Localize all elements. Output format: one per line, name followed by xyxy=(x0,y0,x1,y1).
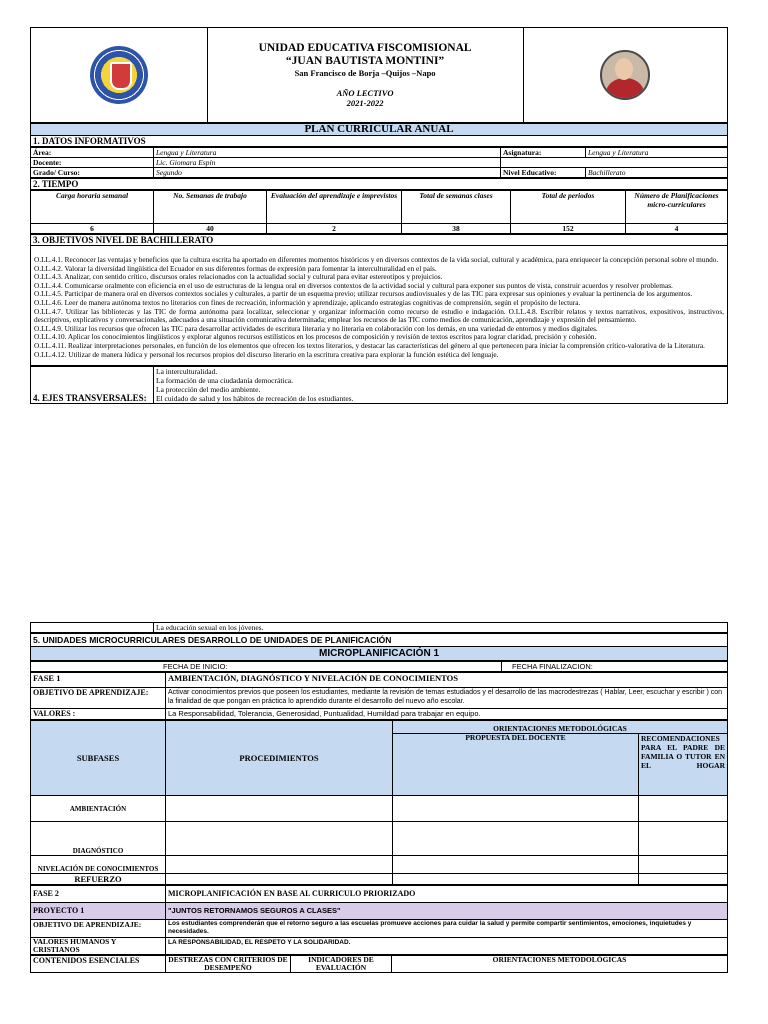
objetivos-list xyxy=(31,246,728,366)
plan-title: PLAN CURRICULAR ANUAL xyxy=(31,124,728,136)
school-title-cell xyxy=(207,28,523,123)
tiempo-header-0: Carga horaria semanal xyxy=(31,191,154,224)
objetivo-value: Activar conocimientos previos que poseen los estudiantes, mediante la revisión de temas estudiados y el desarrollo de las macrodestrezas ( Hablar, Leer, escuchar y escribir ) con la finalidad de que pongan en práctica lo aprendido durante el desarrollo del nuevo año escolar. xyxy=(166,688,728,709)
proyecto-label: PROYECTO 1 xyxy=(31,903,166,920)
founder-portrait-icon xyxy=(600,50,650,100)
recomendaciones-header: RECOMENDACIONES PARA EL PADRE DE FAMILIA O TUTOR EN EL HOGAR xyxy=(639,734,728,796)
subfases-table xyxy=(30,720,728,885)
contenidos-table xyxy=(30,955,728,973)
objetivo-item: O.LL.4.4. Comunicarse oralmente con eficiencia en el uso de estructuras de la lengua oral en diversos contextos de la actividad social y cultural para exponer sus puntos de vista, construir acuerdos y resolver problemas. xyxy=(34,280,673,290)
objetivo-item: O.LL.4.11. Realizar interpretaciones personales, en función de los elementos que ofrecen los textos literarios, y destacar las características del género al que pertenecen para iniciar la comprensión crítico-valorativa de la Literatura. xyxy=(34,340,705,350)
objetivos-section-title: 3. OBJETIVOS NIVEL DE BACHILLERATO xyxy=(31,235,728,246)
orientaciones-header: ORIENTACIONES METODOLÓGICAS xyxy=(393,721,728,734)
objetivos-table xyxy=(30,234,728,366)
fase1-table xyxy=(30,672,728,720)
unidades-section-title: 5. UNIDADES MICROCURRICULARES DESARROLLO DE UNIDADES DE PLANIFICACIÓN xyxy=(31,634,728,647)
plan-title-table xyxy=(30,123,728,147)
school-location: San Francisco de Borja –Quijos –Napo xyxy=(294,68,436,78)
asignatura-value: Lengua y Literatura xyxy=(586,148,728,158)
fase2-table xyxy=(30,885,728,955)
objetivo-label: OBJETIVO DE APRENDIZAJE: xyxy=(31,688,166,709)
tiempo-table xyxy=(30,190,728,234)
tiempo-header-5: Número de Planificaciones micro-curriculares xyxy=(626,191,728,224)
subfases-header: SUBFASES xyxy=(31,721,166,796)
school-crest-icon xyxy=(90,46,148,104)
tiempo-section-title: 2. TIEMPO xyxy=(31,179,728,190)
page-two xyxy=(30,622,728,973)
area-label: Área: xyxy=(31,148,154,158)
eje-item: La interculturalidad. xyxy=(156,367,218,377)
tiempo-header-4: Total de periodos xyxy=(511,191,626,224)
tiempo-value-2: 2 xyxy=(267,224,402,234)
datos-table xyxy=(30,147,728,178)
school-logo-cell xyxy=(31,28,208,123)
objetivo-item: O.LL.4.7. Utilizar las bibliotecas y las TIC de forma autónoma para localizar, seleccionar y organizar información como recurso de estudio e indagación. O.LL.4.8. Escribir relatos y textos narrativos, expositivos, instructivos, descriptivos, explicativos y conversacionales, adecuados a una situación comunicativa determinada; emplear los recursos de las TIC como medios de comunicación, aprendizaje y expresión del pensamiento. xyxy=(34,306,724,325)
tiempo-value-5: 4 xyxy=(626,224,728,234)
fase2-label: FASE 2 xyxy=(31,886,166,903)
tiempo-header-2: Evaluación del aprendizaje e imprevistos xyxy=(267,191,402,224)
objetivo-item: O.LL.4.6. Leer de manera autónoma textos no literarios con fines de recreación, información y aprendizaje, aplicando estrategias cognitivas de comprensión, según el propósito de lectura. xyxy=(34,297,581,307)
eje-item: El cuidado de salud y los hábitos de recreación de los estudiantes. xyxy=(156,394,354,404)
subfase-ambientacion: AMBIENTACIÓN xyxy=(31,796,166,822)
grado-label: Grado/ Curso: xyxy=(31,168,154,178)
tiempo-value-0: 6 xyxy=(31,224,154,234)
destrezas-label: DESTREZAS CON CRITERIOS DE DESEMPEÑO xyxy=(166,956,291,973)
objetivo-item: O.LL.4.1. Reconocer las ventajas y beneficios que la cultura escrita ha aportado en diferentes momentos históricos y en diversos contextos de la vida social, cultural y académica, para enriquecer la concepción personal sobre el mundo. xyxy=(34,255,719,264)
orientaciones2-label: ORIENTACIONES METODOLÓGICAS xyxy=(392,956,728,973)
ejes-list xyxy=(154,367,728,404)
subfase-nivelacion: NIVELACIÓN DE CONOCIMIENTOS xyxy=(31,856,166,874)
objetivo-item: O.LL.4.12. Utilizar de manera lúdica y personal los recursos propios del discurso literario en la escritura creativa para explorar la función estética del lenguaje. xyxy=(34,349,499,359)
year-value: 2021-2022 xyxy=(346,98,384,108)
tiempo-section-table xyxy=(30,178,728,190)
eje-item: La protección del medio ambiente. xyxy=(156,385,261,395)
header-table xyxy=(30,27,728,123)
fecha-fin: FECHA FINALIZACION: xyxy=(502,662,728,672)
ejes-continued-table xyxy=(30,622,728,633)
objetivo2-value: Los estudiantes comprenderán que el retorno seguro a las escuelas promueve acciones para cuidar la salud y permite compartir sentimientos, emociones, inquietudes y necesidades. xyxy=(166,920,728,938)
indicadores-label: INDICADORES DE EVALUACIÓN xyxy=(291,956,392,973)
objetivo2-label: OBJETIVO DE APRENDIZAJE: xyxy=(31,920,166,938)
eje-item: La formación de una ciudadanía democrática. xyxy=(156,376,294,386)
tiempo-value-1: 40 xyxy=(154,224,267,234)
nivel-label: Nivel Educativo: xyxy=(501,168,586,178)
contenidos-label: CONTENIDOS ESENCIALES xyxy=(31,956,166,973)
propuesta-header: PROPUESTA DEL DOCENTE xyxy=(393,734,639,796)
tiempo-value-4: 152 xyxy=(511,224,626,234)
fase1-value: AMBIENTACIÓN, DIAGNÓSTICO Y NIVELACIÓN DE CONOCIMIENTOS xyxy=(166,673,728,688)
year-label: AÑO LECTIVO xyxy=(336,88,394,98)
micro-title: MICROPLANIFICACIÓN 1 xyxy=(31,647,728,661)
grado-value: Segundo xyxy=(154,168,501,178)
fecha-inicio: FECHA DE INICIO: xyxy=(161,662,502,672)
area-value: Lengua y Literatura xyxy=(154,148,501,158)
docente-label: Docente: xyxy=(31,158,154,168)
fechas-table xyxy=(30,661,728,672)
objetivo-item: O.LL.4.9. Utilizar los recursos que ofrecen las TIC para desarrollar actividades de escritura literaria y no literaria en colaboración con los demás, en una variedad de entornos y medios digitales. xyxy=(34,323,598,333)
eje-item: La educación sexual en los jóvenes. xyxy=(154,623,728,633)
ejes-label: 4. EJES TRANSVERSALES: xyxy=(31,367,154,404)
objetivo-item: O.LL.4.2. Valorar la diversidad lingüística del Ecuador en sus diferentes formas de expresión para fomentar la interculturalidad en el país. xyxy=(34,263,437,273)
valores-value: La Responsabilidad, Tolerancia, Generosidad, Puntualidad, Humildad para trabajar en equipo. xyxy=(166,709,728,720)
docente-value: Lic. Giomara Espín xyxy=(154,158,501,168)
fase2-value: MICROPLANIFICACIÓN EN BASE AL CURRICULO PRIORIZADO xyxy=(166,886,728,903)
fase1-label: FASE 1 xyxy=(31,673,166,688)
school-name: UNIDAD EDUCATIVA FISCOMISIONAL xyxy=(258,42,472,54)
valores-label: VALORES : xyxy=(31,709,166,720)
ejes-table xyxy=(30,366,728,404)
objetivo-item: O.LL.4.10. Aplicar los conocimientos lingüísticos y explorar algunos recursos estilísticos en los procesos de composición y revisión de textos escritos para lograr claridad, precisión y cohesión. xyxy=(34,332,597,342)
valores2-label: VALORES HUMANOS Y CRISTIANOS xyxy=(31,938,166,955)
asignatura-label: Asignatura: xyxy=(501,148,586,158)
founder-portrait-cell xyxy=(523,28,727,123)
subfase-refuerzo: REFUERZO xyxy=(31,874,166,885)
objetivo-item: O.LL.4.5. Participar de manera oral en diversos contextos sociales y culturales, a partir de un esquema previo; utilizar recursos audiovisuales y de las TIC para expresar sus opiniones y evaluar la pertinencia de los argumentos. xyxy=(34,289,693,299)
tiempo-header-1: No. Semanas de trabajo xyxy=(154,191,267,224)
objetivo-item: O.LL.4.3. Analizar, con sentido crítico, discursos orales relacionados con la actualidad social y cultural para evitar estereotipos y prejuicios. xyxy=(34,272,443,282)
subfase-diagnostico: DIAGNÓSTICO xyxy=(31,822,166,856)
tiempo-value-3: 38 xyxy=(402,224,511,234)
nivel-value: Bachillerato xyxy=(586,168,728,178)
proyecto-value: "JUNTOS RETORNAMOS SEGUROS A CLASES" xyxy=(166,903,728,920)
procedimientos-header: PROCEDIMIENTOS xyxy=(166,721,393,796)
datos-section-title: 1. DATOS INFORMATIVOS xyxy=(31,136,728,147)
valores2-value: LA RESPONSABILIDAD, EL RESPETO Y LA SOLIDARIDAD. xyxy=(166,938,728,955)
tiempo-header-3: Total de semanas clases xyxy=(402,191,511,224)
page-one xyxy=(30,27,728,404)
unidades-table xyxy=(30,633,728,661)
school-subname: “JUAN BAUTISTA MONTINI” xyxy=(285,55,445,67)
